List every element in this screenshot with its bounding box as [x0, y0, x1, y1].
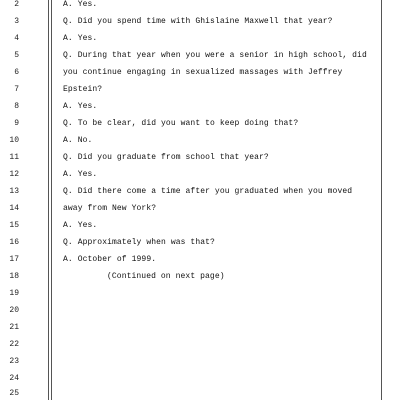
- line-text: A. No.: [63, 136, 93, 145]
- line-number: 2: [14, 0, 19, 9]
- transcript-line: [0, 98, 400, 115]
- continued-note: (Continued on next page): [107, 272, 225, 281]
- line-text: A. October of 1999.: [63, 255, 157, 264]
- line-text: Q. To be clear, did you want to keep doing that?: [63, 119, 299, 128]
- line-number: 10: [9, 136, 19, 145]
- line-number: 14: [9, 204, 19, 213]
- line-text: Q. Did you spend time with Ghislaine Maxwell that year?: [63, 17, 333, 26]
- transcript-line: [0, 47, 400, 64]
- line-number: 24: [9, 374, 19, 383]
- line-number: 18: [9, 272, 19, 281]
- transcript-line: [0, 234, 400, 251]
- transcript-line: [0, 0, 400, 13]
- transcript-line: [0, 81, 400, 98]
- line-number: 11: [9, 153, 19, 162]
- transcript-line: [0, 183, 400, 200]
- line-number: 4: [14, 34, 19, 43]
- transcript-line: [0, 166, 400, 183]
- line-number: 13: [9, 187, 19, 196]
- line-number: 3: [14, 17, 19, 26]
- transcript-line: [0, 13, 400, 30]
- transcript-line: [0, 285, 400, 302]
- line-text: A. Yes.: [63, 102, 98, 111]
- line-number: 20: [9, 306, 19, 315]
- transcript-line: [0, 30, 400, 47]
- line-number: 12: [9, 170, 19, 179]
- transcript-line: [0, 302, 400, 319]
- line-number: 22: [9, 340, 19, 349]
- transcript-line: [0, 200, 400, 217]
- line-text: A. Yes.: [63, 34, 98, 43]
- line-number: 17: [9, 255, 19, 264]
- line-number: 8: [14, 102, 19, 111]
- line-number: 6: [14, 68, 19, 77]
- line-text: A. Yes.: [63, 0, 98, 9]
- line-number: 7: [14, 85, 19, 94]
- transcript-line: [0, 217, 400, 234]
- line-text: A. Yes.: [63, 170, 98, 179]
- line-text: Epstein?: [63, 85, 103, 94]
- line-text: Q. During that year when you were a senior in high school, did: [63, 51, 367, 60]
- line-number: 23: [9, 357, 19, 366]
- line-text: you continue engaging in sexualized massages with Jeffrey: [63, 68, 343, 77]
- line-text: Q. Did there come a time after you graduated when you moved: [63, 187, 353, 196]
- transcript-line: [0, 132, 400, 149]
- line-number: 21: [9, 323, 19, 332]
- line-number: 9: [14, 119, 19, 128]
- transcript-line: [0, 385, 400, 402]
- transcript-line: [0, 319, 400, 336]
- transcript-line: [0, 115, 400, 132]
- line-number: 16: [9, 238, 19, 247]
- transcript-line: [0, 353, 400, 370]
- line-number: 19: [9, 289, 19, 298]
- transcript-line: [0, 149, 400, 166]
- line-text: Q. Approximately when was that?: [63, 238, 215, 247]
- line-text: Q. Did you graduate from school that year?: [63, 153, 269, 162]
- line-text: away from New York?: [63, 204, 157, 213]
- transcript-line: [0, 64, 400, 81]
- line-text: A. Yes.: [63, 221, 98, 230]
- transcript-line: [0, 251, 400, 268]
- transcript-line: [0, 336, 400, 353]
- line-number: 15: [9, 221, 19, 230]
- transcript-line: [0, 268, 400, 285]
- line-number: 25: [9, 389, 19, 398]
- line-number: 5: [14, 51, 19, 60]
